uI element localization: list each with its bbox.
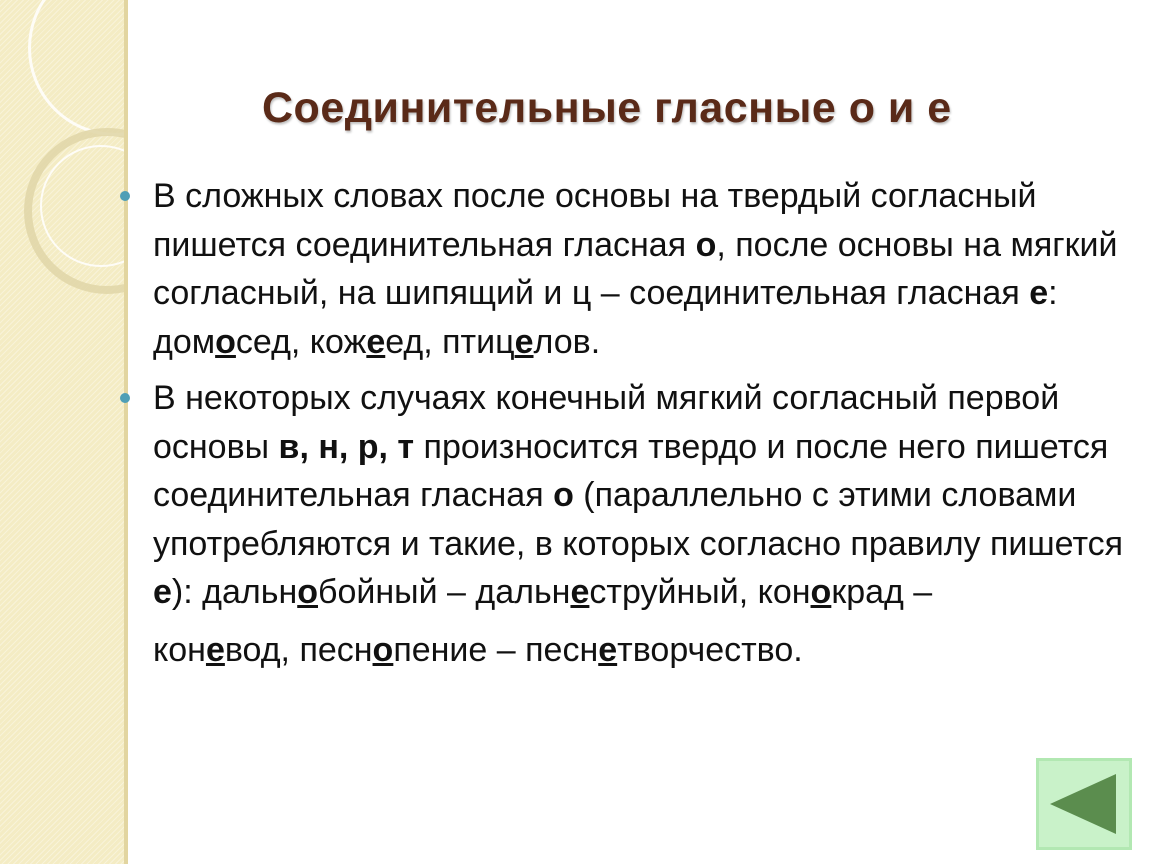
text-segment: В сложных словах после основы на твердый согласный пишется соединительная гласная xyxy=(153,177,1037,264)
text-segment: пение – песн xyxy=(393,630,599,669)
highlighted-vowel: е xyxy=(366,322,386,361)
bold-text: о xyxy=(553,476,574,514)
text-segment: (параллельно с этими словами употребляются и такие, в которых согласно правилу пишется xyxy=(153,476,1124,563)
highlighted-vowel: о xyxy=(372,630,394,669)
text-segment: ): дальн xyxy=(171,573,298,611)
bullet-paragraph xyxy=(153,172,1143,366)
bullet-paragraph xyxy=(153,374,1143,674)
bold-text: е xyxy=(153,573,172,611)
text-segment: бойный – дальн xyxy=(318,573,571,611)
text-segment: струйный, кон xyxy=(589,573,811,611)
text-segment: творчество. xyxy=(617,630,803,669)
text-segment: кон xyxy=(153,630,206,669)
bullet-dot-icon xyxy=(120,393,130,403)
bold-text: о xyxy=(695,225,717,264)
text-segment: сед, кож xyxy=(235,322,367,361)
decorative-ring xyxy=(28,0,128,136)
text-segment: лов. xyxy=(533,322,601,361)
text-segment: : дом xyxy=(153,274,1058,361)
side-band-edge xyxy=(124,0,128,864)
slide-title: Соединительные гласные о и е xyxy=(262,84,952,132)
highlighted-vowel: о xyxy=(215,322,236,361)
bold-text: е xyxy=(1029,274,1049,312)
decorative-side-band xyxy=(0,0,128,864)
highlighted-vowel: е xyxy=(598,630,618,669)
bold-text: в, н, р, т xyxy=(278,427,415,466)
highlighted-vowel: е xyxy=(514,322,534,361)
highlighted-vowel: е xyxy=(570,573,590,611)
text-segment: В некоторых случаях конечный мягкий согласный первой основы xyxy=(153,379,1060,466)
text-segment: произносится твердо и после него пишется соединительная гласная xyxy=(153,427,1109,514)
back-button[interactable] xyxy=(1036,758,1132,850)
highlighted-vowel: о xyxy=(297,573,318,611)
highlighted-vowel: о xyxy=(810,573,832,611)
highlighted-vowel: е xyxy=(205,630,225,669)
text-segment: крад – xyxy=(831,573,933,611)
back-arrow-icon xyxy=(1050,774,1116,834)
text-segment: вод, песн xyxy=(224,630,373,669)
slide-content xyxy=(153,172,1143,682)
text-segment: ед, птиц xyxy=(385,322,515,361)
bullet-dot-icon xyxy=(120,191,130,201)
text-segment: , после основы на мягкий согласный, на шипящий и ц – соединительная гласная xyxy=(153,225,1118,312)
